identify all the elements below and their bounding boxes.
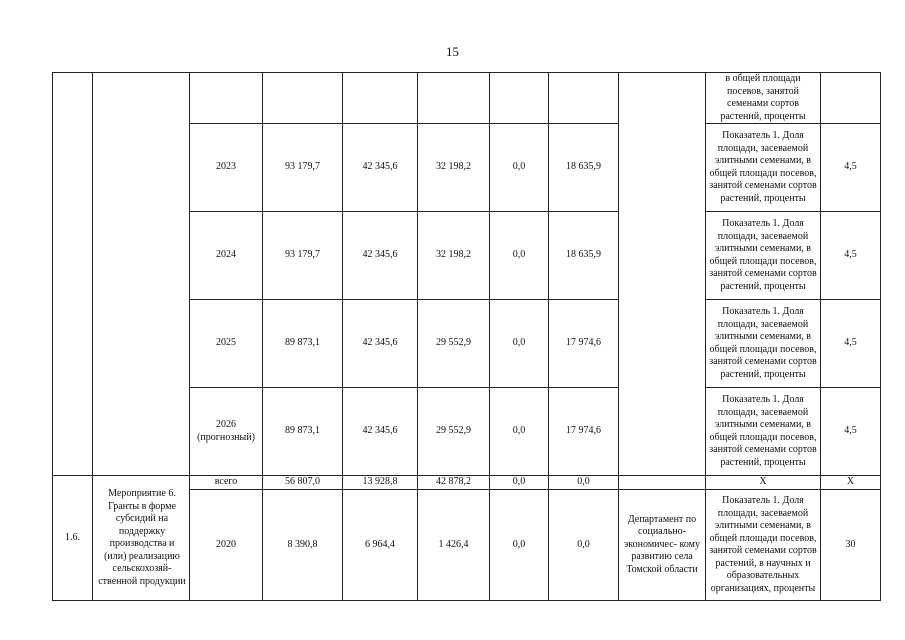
- local-cell: 0,0: [490, 212, 549, 300]
- indicator-cell: Показатель 1. Доля площади, засеваемой элитными семенами, в общей площади посевов, занятой семенами сортов растений, в научных и образовательных организациях, проценты: [706, 490, 821, 601]
- year-cell: 2025: [190, 300, 263, 388]
- total-cell: 56 807,0: [263, 476, 343, 490]
- indicator-cell: Показатель 1. Доля площади, засеваемой элитными семенами, в общей площади посевов, занятой семенами сортов растений, проценты: [706, 212, 821, 300]
- measure-name: Мероприятие 6. Гранты в форме субсидий на поддержку производства и (или) реализацию сельскохозяй- ственной продукции: [93, 476, 190, 601]
- regional-cell: 29 552,9: [418, 300, 490, 388]
- total-cell: 89 873,1: [263, 300, 343, 388]
- local-cell: 0,0: [490, 490, 549, 601]
- federal-cell: 13 928,8: [343, 476, 418, 490]
- year-cell: 2023: [190, 124, 263, 212]
- year-cell: всего: [190, 476, 263, 490]
- indicator-cell: Показатель 1. Доля площади, засеваемой элитными семенами, в общей площади посевов, занятой семенами сортов растений, проценты: [706, 124, 821, 212]
- federal-cell: 6 964,4: [343, 490, 418, 601]
- indicator-cell: Показатель 1. Доля площади, засеваемой элитными семенами, в общей площади посевов, занятой семенами сортов растений, проценты: [706, 300, 821, 388]
- total-cell: 93 179,7: [263, 212, 343, 300]
- empty-name-cell: [93, 73, 190, 476]
- federal-cell: 42 345,6: [343, 388, 418, 476]
- indicator-value-cell: 30: [821, 490, 881, 601]
- executor-cell: Департамент по социально- экономичес- кому развитию села Томской области: [619, 490, 706, 601]
- indicator-value-cell: 4,5: [821, 124, 881, 212]
- table-row: [53, 476, 881, 490]
- total-cell: 93 179,7: [263, 124, 343, 212]
- empty-number-cell: [53, 73, 93, 476]
- indicator-cell: X: [706, 476, 821, 490]
- extra-cell: 0,0: [549, 476, 619, 490]
- measure-number: 1.6.: [53, 476, 93, 601]
- indicator-cell: Показатель 1. Доля площади, засеваемой элитными семенами, в общей площади посевов, занятой семенами сортов растений, проценты: [706, 388, 821, 476]
- indicator-value-cell: 4,5: [821, 212, 881, 300]
- local-cell: 0,0: [490, 300, 549, 388]
- executor-cell: [619, 476, 706, 490]
- local-cell: 0,0: [490, 388, 549, 476]
- extra-cell: 18 635,9: [549, 212, 619, 300]
- extra-cell: 0,0: [549, 490, 619, 601]
- regional-cell: 32 198,2: [418, 212, 490, 300]
- total-cell: 8 390,8: [263, 490, 343, 601]
- indicator-value-cell: X: [821, 476, 881, 490]
- federal-cell: 42 345,6: [343, 124, 418, 212]
- regional-cell: 32 198,2: [418, 124, 490, 212]
- regional-cell: 1 426,4: [418, 490, 490, 601]
- page-number: 15: [446, 44, 459, 59]
- year-cell: 2024: [190, 212, 263, 300]
- program-table: [52, 72, 881, 601]
- indicator-value-cell: 4,5: [821, 388, 881, 476]
- extra-cell: 17 974,6: [549, 300, 619, 388]
- year-cell: 2020: [190, 490, 263, 601]
- federal-cell: 42 345,6: [343, 300, 418, 388]
- extra-cell: 18 635,9: [549, 124, 619, 212]
- local-cell: 0,0: [490, 476, 549, 490]
- empty-executor-cell: [619, 73, 706, 476]
- total-cell: 89 873,1: [263, 388, 343, 476]
- local-cell: 0,0: [490, 124, 549, 212]
- indicator-value-cell: 4,5: [821, 300, 881, 388]
- indicator-cell-partial: в общей площади посевов, занятой семенами сортов растений, проценты: [706, 73, 821, 124]
- regional-cell: 42 878,2: [418, 476, 490, 490]
- table-row: [53, 73, 881, 124]
- year-cell: 2026 (прогнозный): [190, 388, 263, 476]
- regional-cell: 29 552,9: [418, 388, 490, 476]
- federal-cell: 42 345,6: [343, 212, 418, 300]
- extra-cell: 17 974,6: [549, 388, 619, 476]
